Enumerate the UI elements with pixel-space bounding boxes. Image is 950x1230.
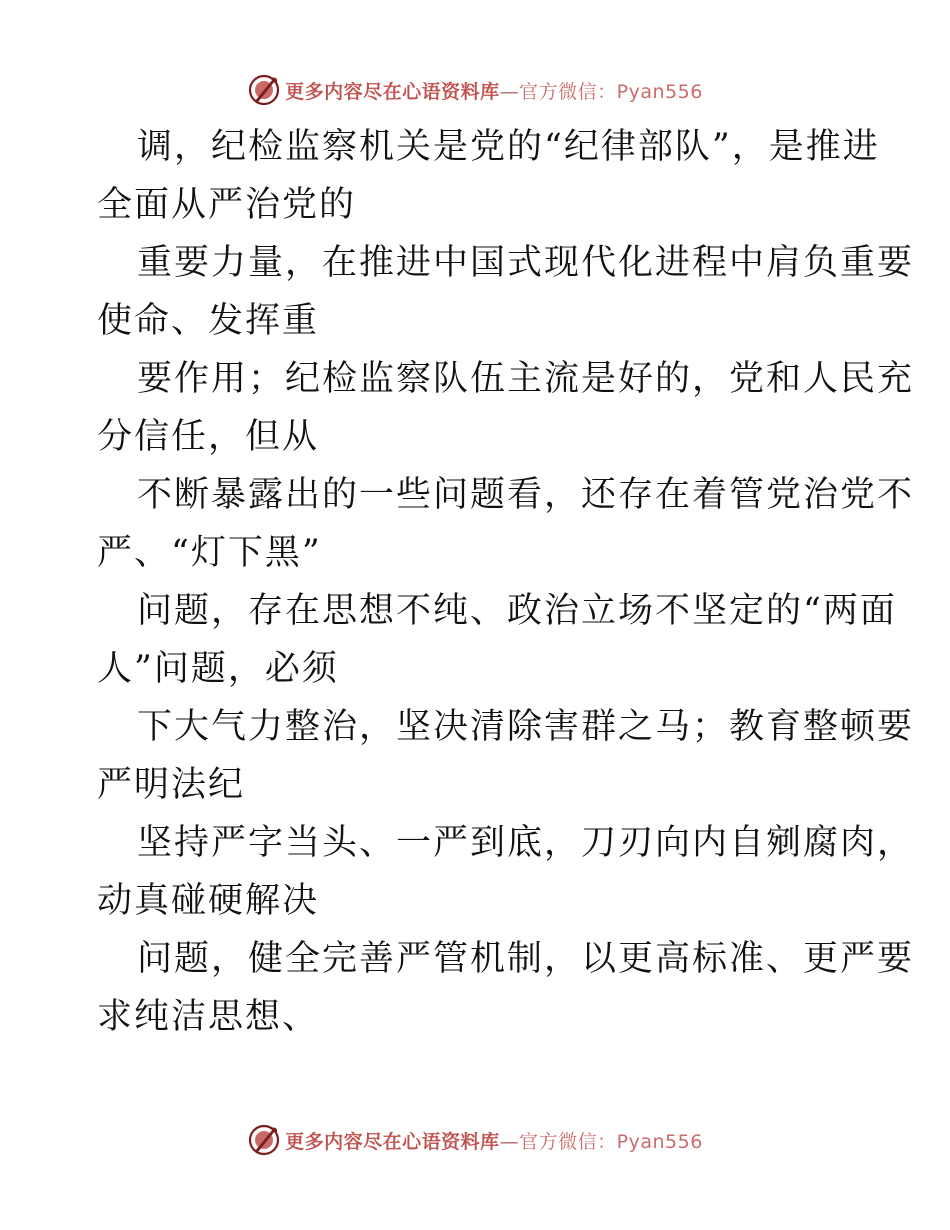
footer-banner-inner: [247, 1122, 703, 1158]
header-banner-wechat: 官方微信：Pyan556: [519, 80, 703, 103]
body-line: 重要力量，在推进中国式现代化进程中肩负重要: [137, 243, 915, 283]
body-line: 要作用；纪检监察队伍主流是好的，党和人民充: [137, 359, 915, 399]
header-banner-title: 更多内容尽在心语资料库: [285, 80, 500, 103]
document-body: [97, 118, 915, 1046]
footer-banner-title: 更多内容尽在心语资料库: [285, 1130, 500, 1153]
body-line: 下大气力整治，坚决清除害群之马；教育整顿要: [137, 707, 915, 747]
footer-banner-wechat: 官方微信：Pyan556: [519, 1130, 703, 1153]
body-line: 人”问题，必须: [97, 649, 339, 689]
body-line: 调，纪检监察机关是党的“纪律部队”，是推进: [137, 127, 880, 167]
header-banner: [0, 72, 950, 108]
body-line: 坚持严字当头、一严到底，刀刃向内自剜腐肉，: [137, 823, 915, 863]
header-banner-separator: —: [499, 80, 520, 103]
quill-pen-seal-icon: [247, 1123, 281, 1157]
body-line: 严、“灯下黑”: [97, 533, 322, 573]
body-line: 全面从严治党的: [97, 185, 357, 225]
header-banner-text: [285, 77, 703, 104]
body-line: 严明法纪: [97, 765, 246, 805]
body-line: 动真碰硬解决: [97, 881, 320, 921]
body-line: 分信任，但从: [97, 417, 320, 457]
body-line: 问题，健全完善严管机制，以更高标准、更严要: [137, 939, 915, 979]
body-line: 问题，存在思想不纯、政治立场不坚定的“两面: [137, 591, 897, 631]
header-banner-inner: [247, 72, 703, 108]
body-line: 使命、发挥重: [97, 301, 320, 341]
body-line: 不断暴露出的一些问题看，还存在着管党治党不: [137, 475, 915, 515]
quill-pen-seal-icon: [247, 73, 281, 107]
footer-banner-text: [285, 1127, 703, 1154]
footer-banner-separator: —: [499, 1130, 520, 1153]
footer-banner: [0, 1122, 950, 1158]
body-line: 求纯洁思想、: [97, 997, 320, 1037]
